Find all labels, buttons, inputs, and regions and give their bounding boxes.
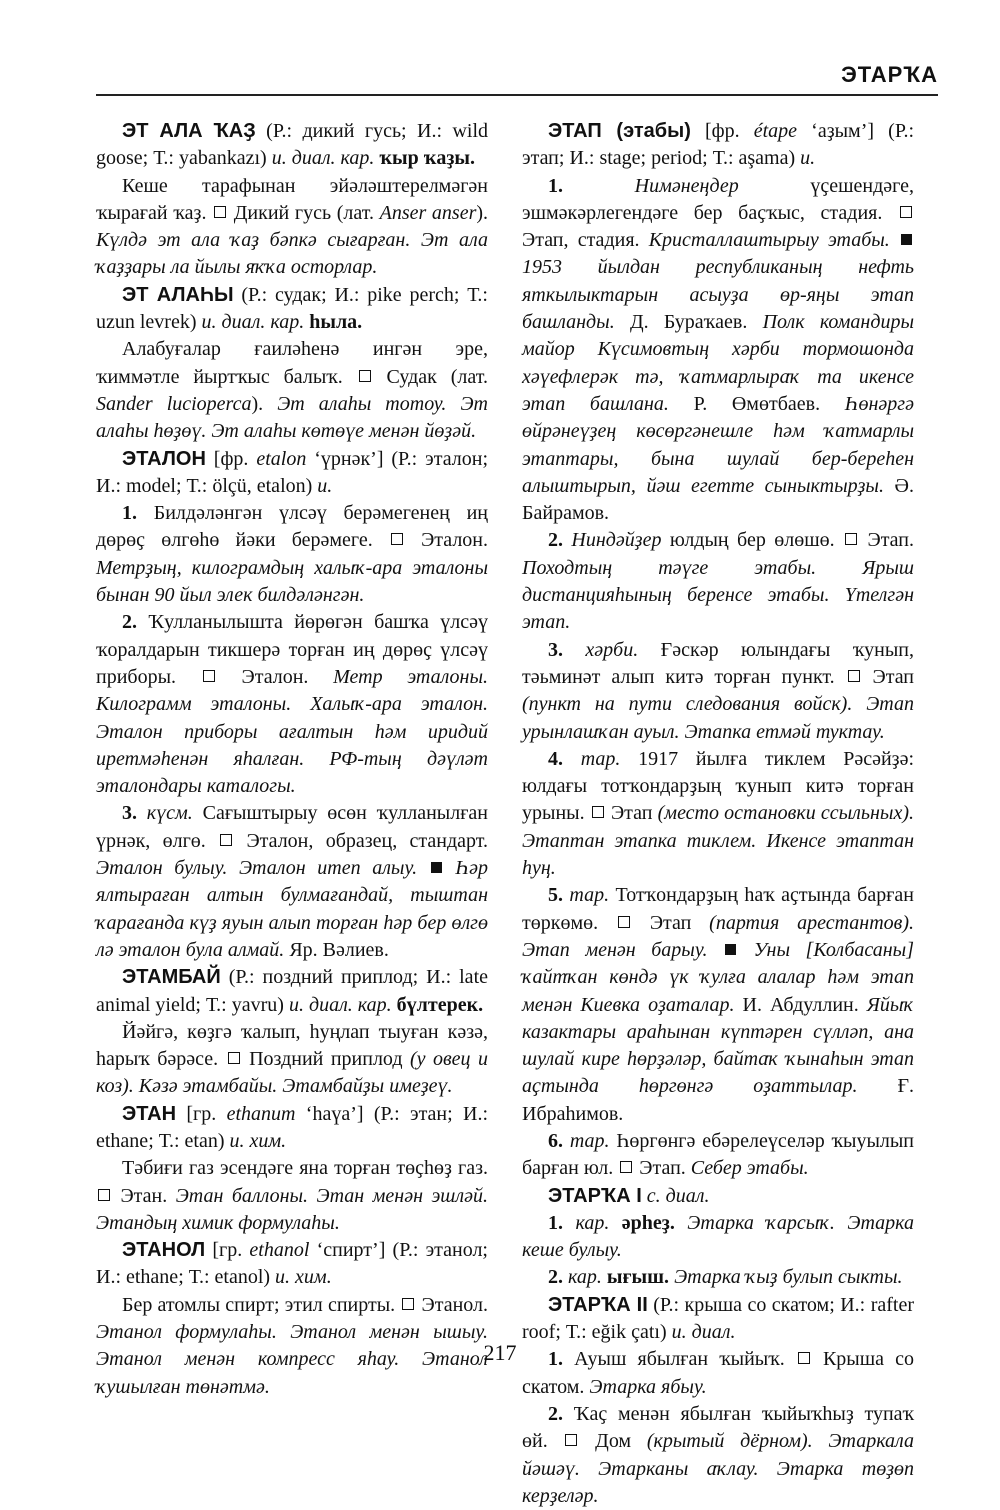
sense-number: 2.	[548, 1266, 563, 1289]
citation-square-icon	[725, 944, 736, 955]
translation-note: (у овец и коз).	[96, 1048, 488, 1098]
sense-number: 6.	[548, 1129, 563, 1152]
pos: и. диал.	[671, 1321, 736, 1344]
etymology: étape	[753, 120, 798, 142]
example: Эталон булыу. Эталон итеп алыу.	[96, 857, 418, 880]
translation-note: (крытый дёрном).	[646, 1430, 813, 1453]
example: Кәзә этамбайы. Этамбайҙы имеҙеү.	[133, 1075, 453, 1098]
source: Д. Бураҡаев.	[614, 311, 748, 334]
headword: ЭТ АЛА ҠАҘ	[122, 120, 256, 142]
translation-square-icon	[402, 1298, 414, 1310]
pos: и. диал. кар.	[288, 993, 392, 1016]
translation-square-icon	[845, 533, 857, 545]
translation-square-icon	[592, 806, 604, 818]
translation: Этан.	[120, 1184, 168, 1207]
sense	[96, 500, 488, 609]
header-rule	[96, 94, 938, 96]
translation: Эталон.	[241, 665, 309, 688]
grammar: [фр.	[690, 120, 754, 142]
entry-et-ala-kaz	[96, 118, 488, 173]
pos: хәрби.	[563, 638, 639, 661]
translation-square-icon	[618, 916, 630, 928]
translation-square-icon	[565, 1434, 577, 1446]
example: Кристаллаштырыу этабы.	[639, 229, 890, 252]
pos: и. диал. кар.	[271, 147, 375, 170]
source: Ғ. Ибраһимов.	[522, 1075, 915, 1125]
headword: ЭТАНОЛ	[122, 1239, 206, 1262]
entry-etan-def	[96, 1155, 488, 1237]
example: Себер этабы.	[685, 1157, 809, 1180]
grammar: ‘спирт’] (Р.: этанол; И.: ethane; Т.: etanol)	[96, 1239, 488, 1289]
definition: Сағыштырыу өсөн ҡулланылған үрнәк, өлгө.	[96, 802, 489, 852]
translation: Дикий гусь (лат.	[233, 201, 380, 224]
headword: ЭТАП (этабы)	[548, 120, 691, 142]
translation-square-icon	[98, 1189, 110, 1201]
translation-square-icon	[848, 670, 860, 682]
headword: ЭТАРҠА I	[548, 1184, 642, 1207]
pos: и. хим.	[229, 1129, 287, 1152]
translation: Этап	[872, 665, 915, 688]
latin: Anser anser	[379, 201, 477, 224]
example: Эт алаһы тотоу. Эт алаһы һөҙөү. Эт алаһы көтөүе менән йөҙәй.	[96, 392, 488, 443]
entry-etarka-2	[522, 1292, 914, 1347]
translation-square-icon	[203, 670, 215, 682]
sense	[522, 882, 914, 1128]
example: Метрҙың, килограмдың халыҡ-ара эталоны бынан 90 йыл элек билдәләнгән.	[96, 556, 488, 607]
sense	[522, 527, 914, 636]
sense-number: 2.	[122, 611, 137, 634]
example: Этарка ҡарсыҡ. Этарка кеше булыу.	[522, 1211, 915, 1262]
definition: Йәйгә, көҙгә ҡалып, һуңлап тыуған кәзә, һарыҡ бәрәсе.	[96, 1020, 488, 1071]
variant: ҡыр ҡаҙы.	[374, 147, 476, 170]
sense	[522, 1128, 914, 1183]
pos: кар.	[563, 1211, 610, 1234]
variant: ығыш.	[601, 1266, 670, 1289]
definition: Һөргөнгә ебәрелеүселәр ҡыуылып барған юл.	[522, 1129, 915, 1180]
definition: Билдәләнгән үлсәү берәмегенең иң дөрөҫ өлгөһө йәки берәмеге.	[96, 502, 488, 552]
translation-square-icon	[391, 533, 403, 545]
citation: Һәр ялтыраған алтын булмағандай, тыштан ҡарағанда күҙ яуын алып торған һәр бер өлгө лә эталон була алмай.	[96, 857, 489, 961]
example: Этанол формулаһы. Этанол менән ышыу. Этанол менән компресс яһау. Этанол ҡушылған төнәтмә.	[96, 1321, 488, 1398]
pos: тар.	[563, 884, 610, 907]
definition: 1917 йылға тиклем Рәсәйҙә: юлдағы тотҡондарҙың ҡунып китә торған урыны.	[522, 747, 915, 825]
example: Этаркала йәшәү. Этарканы аҡлау. Этарка төҙөп керҙеләр.	[522, 1430, 915, 1507]
translation: Поздний приплод	[249, 1048, 410, 1071]
entry-etambay-def	[96, 1019, 488, 1101]
headword: ЭТАН	[122, 1102, 177, 1125]
example: Этаптан этапка тиклем. Икенсе этаптан һуң.	[522, 829, 914, 880]
headword: ЭТАМБАЙ	[122, 966, 221, 989]
pos: и. хим.	[275, 1266, 332, 1289]
entry-etap	[522, 118, 914, 173]
sense-number: 1.	[548, 1348, 563, 1371]
translation-note: (пункт на пути следования войск).	[522, 693, 853, 716]
example: Этап менән барыу.	[522, 938, 708, 961]
translation-square-icon	[620, 1161, 632, 1173]
entry-etalon	[96, 446, 488, 501]
source: Яр. Вәлиев.	[284, 938, 389, 961]
translation-square-icon	[220, 834, 232, 846]
sense	[522, 1264, 914, 1291]
definition: Алабуғалар ғаиләһенә ингән эре, ҡиммәтле йыртҡыс балыҡ.	[96, 338, 488, 388]
definition: Ҡулланылышта йөрөгән башҡа үлсәү ҡоралдарын тикшерә торған иң дөрөҫ үлсәү приборы.	[96, 611, 488, 688]
headword: ЭТ АЛАҺЫ	[122, 283, 234, 306]
grammar: ‘үрнәк’] (Р.: эталон; И.: model; Т.: ölçü, etalon)	[96, 447, 488, 497]
translation: Дом	[595, 1430, 647, 1453]
sense-number: 1.	[548, 174, 563, 197]
definition: Ауыш ябылған ҡыйыҡ.	[563, 1348, 785, 1371]
sense-number: 1.	[122, 502, 137, 525]
punct: ).	[476, 201, 489, 224]
sense-number: 5.	[548, 884, 563, 907]
translation: Этап.	[639, 1157, 686, 1180]
variant: бүлтерек.	[391, 993, 484, 1016]
definition: Ғәскәр юлындағы ҡунып, тәьминәт алып китә торған пункт.	[522, 638, 915, 688]
translation-square-icon	[214, 206, 226, 218]
definition: Бер атомлы спирт; этил спирты.	[122, 1293, 396, 1316]
sense-number: 2.	[548, 529, 563, 552]
citation: Уны [Колбасаны] ҡайтҡан көндә үк ҡулға алалар һәм этап менән Киевка оҙаталар.	[522, 938, 914, 1016]
sense	[522, 1401, 914, 1510]
translation: Эталон, образец, стандарт.	[246, 829, 489, 852]
pos: кар.	[563, 1266, 602, 1289]
example: Этап урынлашҡан ауыл. Этапка етмәй туктау.	[522, 693, 914, 743]
citation-square-icon	[431, 862, 442, 873]
headword: ЭТАРҠА II	[548, 1293, 648, 1316]
grammar: (Р.: судак; И.: pike perch; Т.: uzun levrek)	[96, 283, 488, 334]
definition: юлдың бер өлөшө.	[661, 529, 835, 552]
grammar: [гр.	[176, 1102, 227, 1125]
sense-number: 3.	[548, 638, 563, 661]
citation: 1953 йылдан республиканың нефть яткылыктарын асыуҙа өр-яңы этап башланды.	[522, 256, 914, 334]
sense	[522, 173, 914, 528]
sense-number: 2.	[548, 1402, 563, 1425]
grammar: ‘һаүа’] (Р.: этан; И.: ethane; Т.: etan)	[96, 1102, 488, 1152]
source: И. Абдуллин.	[734, 993, 859, 1016]
sense-number: 4.	[548, 747, 563, 770]
latin: Sander lucioperca	[96, 392, 252, 415]
translation: Этанол.	[421, 1293, 489, 1316]
example: Этан баллоны. Этан менән эшләй. Этандың химик формулаһы.	[96, 1184, 488, 1234]
source: Р. Өмөтбаев.	[668, 392, 821, 415]
translation-square-icon	[900, 206, 912, 218]
variant: һыла.	[304, 311, 363, 334]
left-column	[96, 118, 488, 1401]
translation: Крыша со скатом.	[522, 1348, 915, 1398]
pos: и. диал. кар.	[201, 311, 305, 334]
grammar: [гр.	[205, 1239, 250, 1262]
punct: ).	[251, 392, 264, 415]
example: Күлдә эт ала ҡаҙ бәпкә сығарған. Эт ала ҡаҙҙары ла йылы яҡҡа осторлар.	[96, 229, 488, 279]
example: Этарка ябыу.	[584, 1375, 707, 1398]
etymology: etalon	[256, 447, 307, 470]
headword: ЭТАЛОН	[122, 447, 206, 470]
entry-etan	[96, 1101, 488, 1156]
translation-note: (партия арестантов).	[709, 911, 915, 934]
sense	[522, 637, 914, 746]
entry-et-alahy-def	[96, 336, 488, 445]
entry-etanol	[96, 1237, 488, 1292]
sense	[522, 746, 914, 882]
grammar: (Р.: поздний приплод; И.: late animal yield; Т.: yavru)	[96, 966, 488, 1016]
sense	[522, 1210, 914, 1265]
pos: и.	[317, 474, 333, 497]
sense	[96, 609, 488, 800]
translation: Этап, стадия.	[522, 229, 640, 252]
sense-number: 3.	[122, 802, 137, 825]
pos: күсм.	[137, 802, 193, 825]
page-number: 217	[483, 1340, 517, 1365]
source: Ә. Байрамов.	[522, 474, 914, 525]
translation-note: (место остановки ссыльных).	[657, 802, 915, 825]
definition: Тотҡондарҙың һаҡ аҫтында барған төркөмө.	[522, 884, 914, 934]
translation: Этап	[610, 802, 658, 825]
grammar: [фр.	[205, 447, 257, 470]
example: Походтың тәүге этабы. Ярыш дистанцияһының беренсе этабы. Үтелгән этап.	[522, 556, 914, 634]
variant: әрһеҙ.	[609, 1211, 675, 1234]
citation: Полк командиры майор Күсимовтың хәрби тормошонда хәүефлерәк тә, ҡатмарлыраҡ та икенсе этап башлана.	[522, 311, 914, 415]
entry-et-alahy	[96, 282, 488, 337]
entry-et-ala-kaz-def	[96, 173, 488, 282]
translation: Этап	[649, 911, 710, 934]
entry-etambay	[96, 964, 488, 1019]
complement: Нимәнеңдер	[563, 174, 739, 197]
example: Метр эталоны. Килограмм эталоны. Халыҡ-ара эталон. Эталон приборы ағалтын һәм иридий иретмәһенән яһалған. РФ-тың дәүләт эталондары каталогы.	[96, 665, 489, 798]
running-head: ЭТАРҠА	[841, 62, 938, 87]
right-column	[522, 118, 914, 1510]
definition: Тәбиғи газ эсендәге яна торған төҫһөҙ газ.	[122, 1157, 488, 1180]
translation: Эталон.	[421, 529, 489, 552]
definition: Кеше тарафынан эйәләштерелмәгән ҡырағай ҡаҙ.	[96, 174, 488, 224]
grammar: (Р.: крыша со скатом; И.: rafter roof; Т.: eğik çatı)	[522, 1293, 914, 1344]
sense	[96, 800, 488, 964]
sense-number: 1.	[548, 1211, 563, 1234]
pos: тар.	[563, 747, 621, 770]
definition: үҫешендәге, эшмәкәрлегендәге бер баҫҡыс, стадия.	[522, 174, 914, 224]
grammar: (Р.: дикий гусь; И.: wild goose; Т.: yabankazı)	[96, 120, 489, 170]
translation-square-icon	[228, 1052, 240, 1064]
translation-square-icon	[359, 370, 371, 382]
translation: Этап.	[867, 529, 914, 552]
definition: Ҡаҫ менән ябылған ҡыйыҡһыҙ тупаҡ өй.	[522, 1402, 914, 1453]
entry-etarka-1	[522, 1183, 914, 1210]
complement: Ниндәйҙер	[563, 529, 662, 552]
grammar: ‘аҙым’] (Р.: этап; И.: stage; period; Т.: aşama)	[522, 120, 914, 170]
citation: Яйыҡ казактары араһынан күптәрен сүлләп, ана шулай кире һөрҙәләр, байтаҡ ҡынаһын этап аҫтында һөргөнгә оҙаттылар.	[522, 993, 915, 1098]
citation-square-icon	[901, 234, 912, 245]
translation: Судак (лат.	[386, 365, 489, 388]
etymology: ethanum	[226, 1102, 296, 1125]
example: Этарка ҡыҙ булып сыкты.	[669, 1266, 903, 1289]
citation: Һөнәргә өйрәнеүҙең көсөргәнешле һәм ҡатмарлы этаптары, бына шулай бер-береһен алыштырып, йәш егетте сыныктырҙы.	[522, 392, 914, 497]
pos: тар.	[563, 1129, 610, 1152]
pos: и.	[800, 147, 816, 170]
pos: с. диал.	[641, 1184, 710, 1207]
etymology: ethanol	[249, 1239, 310, 1262]
